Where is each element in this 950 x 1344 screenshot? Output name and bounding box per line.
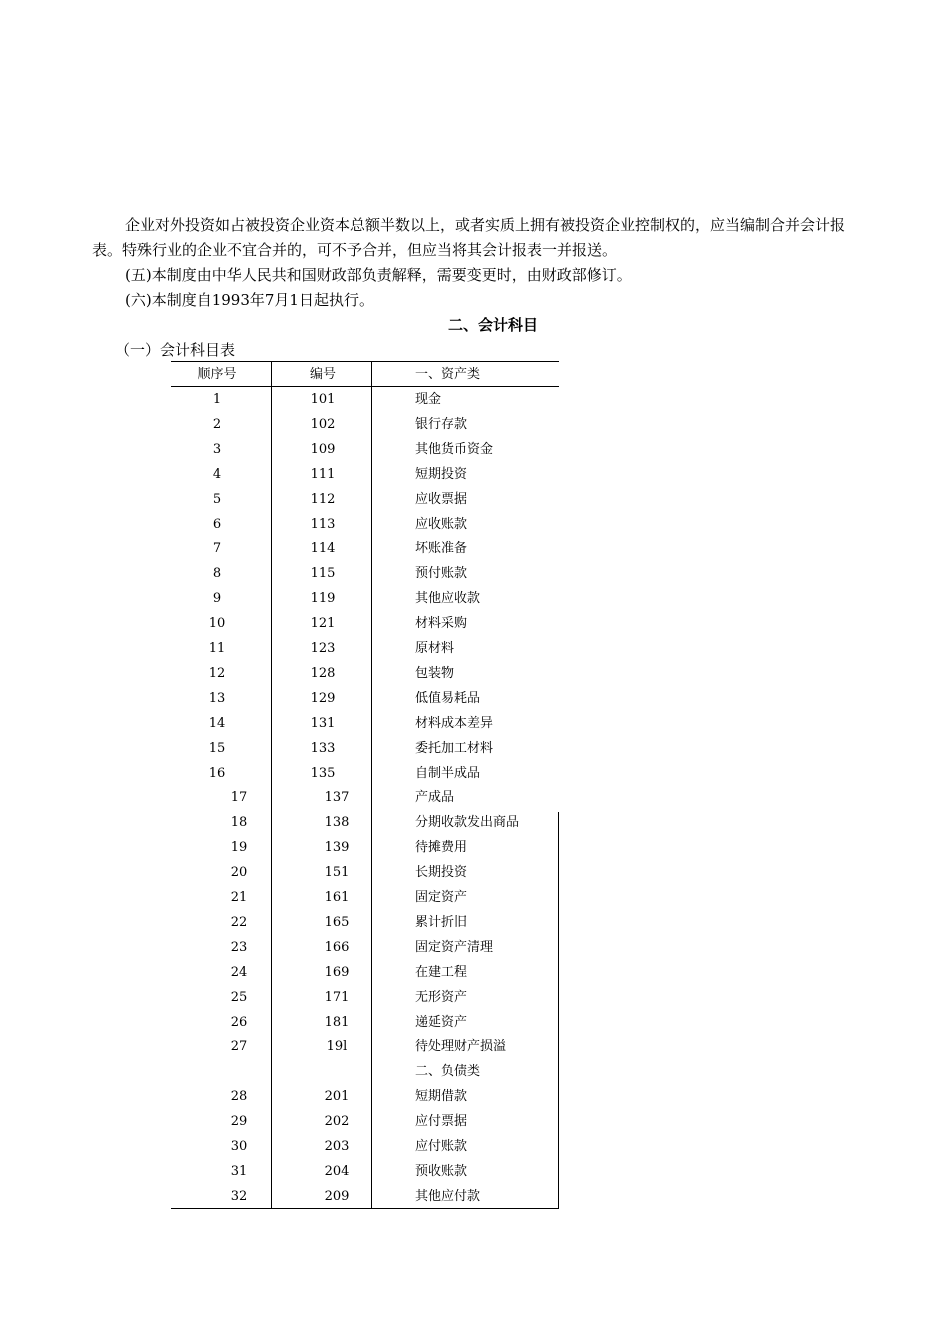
table-row [171, 686, 559, 711]
body-paragraph-interpretation: (五)本制度由中华人民共和国财政部负责解释，需要变更时，由财政部修订。 [125, 266, 632, 284]
row-code: 151 [324, 865, 350, 881]
table-row [171, 785, 559, 810]
row-account-name: 自制半成品 [415, 765, 481, 781]
table-row [171, 1109, 559, 1134]
row-account-name: 二、负债类 [415, 1064, 481, 1080]
row-sequence: 29 [230, 1114, 248, 1130]
row-account-name: 坏账准备 [415, 541, 468, 557]
row-code: 114 [310, 541, 336, 557]
header-sequence: 顺序号 [197, 367, 237, 382]
table-row [171, 960, 559, 985]
row-sequence: 24 [230, 964, 248, 980]
row-sequence: 30 [230, 1139, 248, 1154]
row-code: 138 [324, 815, 350, 831]
row-sequence: 19 [230, 840, 248, 856]
table-row [171, 835, 559, 860]
table-row [171, 885, 559, 910]
table-row [171, 487, 559, 512]
row-account-name: 长期投资 [415, 865, 468, 881]
table-row [171, 860, 559, 885]
row-sequence: 32 [230, 1188, 248, 1204]
row-code: 165 [324, 914, 350, 930]
row-sequence: 23 [230, 939, 248, 955]
row-code: 102 [310, 416, 336, 432]
table-row [171, 1034, 559, 1059]
row-sequence: 31 [230, 1163, 248, 1179]
table-row [171, 611, 559, 636]
table-row [171, 910, 559, 935]
row-code: 137 [324, 790, 350, 806]
row-sequence: 26 [230, 1014, 248, 1030]
row-sequence: 11 [208, 641, 226, 656]
row-sequence: 20 [230, 865, 248, 881]
row-code: 204 [324, 1163, 350, 1179]
row-account-name: 其他应付款 [415, 1188, 481, 1204]
row-sequence: 15 [208, 740, 226, 756]
row-sequence: 16 [208, 765, 226, 781]
row-code: 209 [324, 1188, 350, 1204]
row-account-name: 材料采购 [415, 616, 468, 632]
row-code: 139 [324, 840, 350, 856]
row-account-name: 固定资产清理 [415, 939, 494, 955]
row-sequence: 27 [230, 1039, 248, 1055]
row-sequence: 10 [208, 616, 226, 632]
row-sequence: 8 [212, 566, 222, 582]
body-paragraph-effective-date: (六)本制度自1993年7月1日起执行。 [125, 291, 374, 309]
row-sequence: 22 [230, 914, 248, 930]
row-code: 109 [310, 441, 336, 457]
table-row [171, 586, 559, 611]
row-code: 123 [310, 641, 336, 656]
row-sequence: 9 [212, 591, 222, 607]
row-sequence: 1 [212, 392, 222, 407]
row-account-name: 应付账款 [415, 1139, 468, 1154]
table-header-row [171, 362, 559, 387]
row-account-name: 应收票据 [415, 491, 468, 507]
table-row [171, 711, 559, 736]
row-account-name: 应收账款 [415, 516, 468, 532]
header-category-assets: 一、资产类 [415, 367, 481, 382]
row-sequence: 21 [230, 890, 248, 905]
table-row [171, 561, 559, 586]
row-account-name: 委托加工材料 [415, 740, 494, 756]
row-code: 129 [310, 690, 336, 706]
table-row [171, 661, 559, 686]
row-sequence: 28 [230, 1089, 248, 1105]
row-code: 128 [310, 665, 336, 681]
row-account-name: 包装物 [415, 665, 455, 681]
row-sequence: 18 [230, 815, 248, 831]
row-code: 181 [324, 1014, 350, 1030]
row-account-name: 其他应收款 [415, 591, 481, 607]
row-account-name: 低值易耗品 [415, 690, 481, 706]
row-sequence: 7 [212, 541, 222, 557]
row-sequence: 6 [212, 516, 222, 532]
table-row [171, 1134, 559, 1159]
row-account-name: 材料成本差异 [415, 715, 494, 731]
table-row [171, 736, 559, 761]
table-row [171, 761, 559, 786]
row-code: 121 [310, 616, 336, 632]
row-code: 19l [326, 1039, 348, 1055]
header-code: 编号 [309, 367, 336, 382]
row-code: 135 [310, 765, 336, 781]
table-row [171, 412, 559, 437]
table-row [171, 1184, 559, 1209]
row-account-name: 短期借款 [415, 1089, 468, 1105]
row-code: 161 [324, 890, 350, 905]
table-row [171, 437, 559, 462]
row-account-name: 应付票据 [415, 1114, 468, 1130]
row-code: 113 [310, 516, 336, 532]
row-code: 203 [324, 1139, 350, 1154]
row-account-name: 产成品 [415, 790, 455, 806]
row-code: 119 [310, 591, 336, 607]
row-code: 133 [310, 740, 336, 756]
row-account-name: 固定资产 [415, 890, 468, 905]
table-row [171, 1159, 559, 1184]
row-account-name: 其他货币资金 [415, 441, 494, 457]
table-row [171, 512, 559, 537]
table-row [171, 810, 559, 835]
row-account-name: 递延资产 [415, 1014, 468, 1030]
row-sequence: 5 [212, 491, 222, 507]
row-code: 101 [310, 392, 336, 407]
row-account-name: 待摊费用 [415, 840, 468, 856]
row-sequence: 13 [208, 690, 226, 706]
row-code: 166 [324, 939, 350, 955]
row-sequence: 2 [212, 416, 222, 432]
table-row [171, 1059, 559, 1084]
row-sequence: 25 [230, 989, 248, 1005]
table-row [171, 985, 559, 1010]
row-sequence: 12 [208, 665, 226, 681]
table-row [171, 935, 559, 960]
row-sequence: 4 [212, 466, 222, 482]
row-account-name: 在建工程 [415, 964, 468, 980]
row-account-name: 预收账款 [415, 1163, 468, 1179]
row-sequence: 3 [212, 441, 222, 457]
row-account-name: 无形资产 [415, 989, 468, 1005]
row-code: 171 [324, 989, 350, 1005]
row-account-name: 短期投资 [415, 466, 468, 482]
table-row [171, 1084, 559, 1109]
body-paragraph-consolidation: 企业对外投资如占被投资企业资本总额半数以上，或者实质上拥有被投资企业控制权的，应当编制合并会计报表。特殊行业的企业不宜合并的，可不予合并，但应当将其会计报表一并报送。 [92, 216, 846, 259]
row-code: 202 [324, 1114, 350, 1130]
row-account-name: 累计折旧 [415, 914, 468, 930]
row-account-name: 银行存款 [415, 416, 468, 432]
row-account-name: 原材料 [415, 641, 455, 656]
row-account-name: 待处理财产损溢 [415, 1039, 507, 1055]
row-code: 115 [310, 566, 336, 582]
row-code: 111 [310, 466, 336, 482]
table-title: （一）会计科目表 [115, 341, 236, 359]
row-code: 169 [324, 964, 350, 980]
table-row [171, 536, 559, 561]
row-code: 201 [324, 1089, 350, 1105]
table-row [171, 387, 559, 412]
row-account-name: 预付账款 [415, 566, 468, 582]
row-account-name: 分期收款发出商品 [415, 815, 520, 831]
row-code: 131 [310, 715, 336, 731]
row-sequence: 14 [208, 715, 226, 731]
table-row [171, 462, 559, 487]
table-row [171, 1010, 559, 1035]
row-code: 112 [310, 491, 336, 507]
table-row [171, 636, 559, 661]
row-account-name: 现金 [415, 392, 442, 407]
section-title: 二、会计科目 [447, 316, 538, 334]
row-sequence: 17 [230, 790, 248, 806]
